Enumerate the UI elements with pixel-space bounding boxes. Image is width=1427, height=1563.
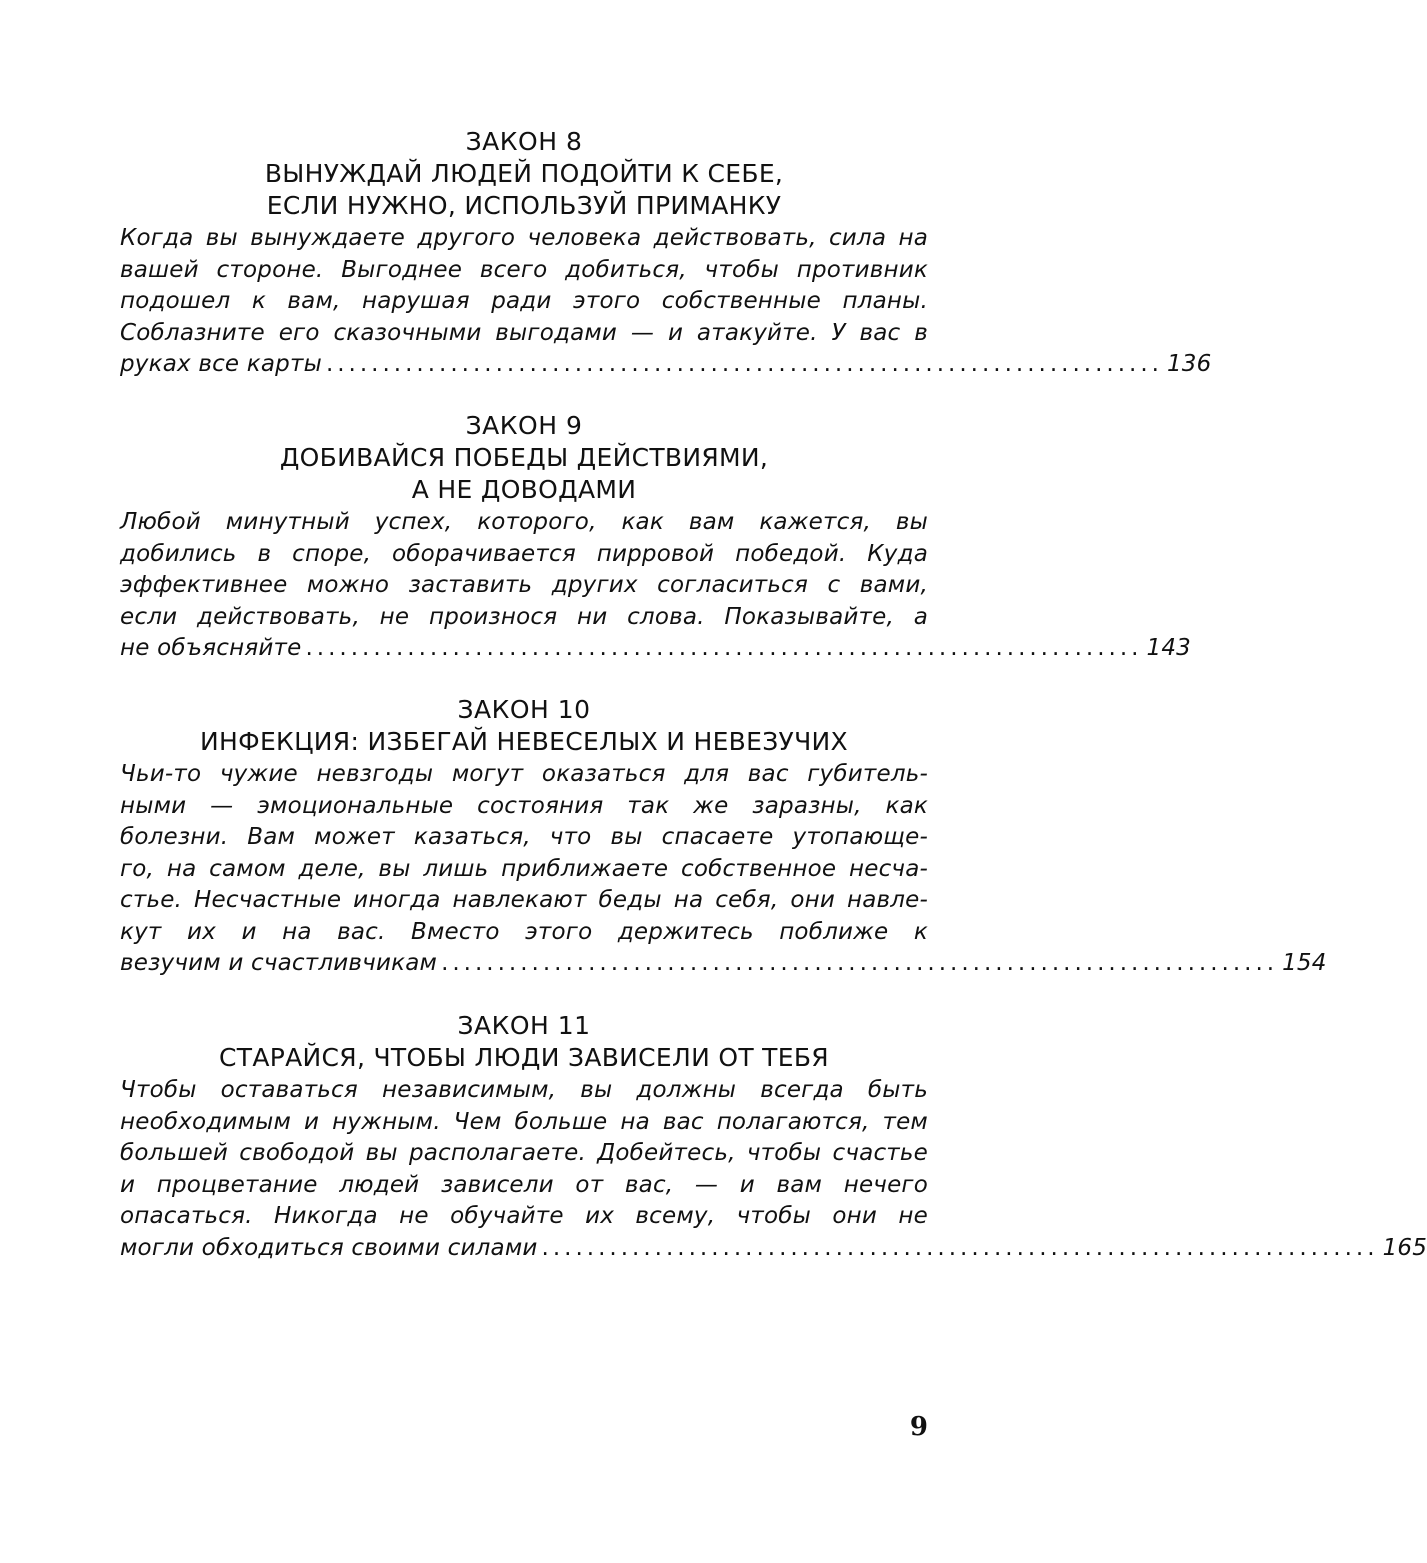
- law-title-line: ДОБИВАЙСЯ ПОБЕДЫ ДЕЙСТВИЯМИ,: [279, 443, 769, 472]
- text-line: подошел к вам, нарушая ради этого собственные планы.: [120, 288, 928, 314]
- text-line: стье. Несчастные иногда навлекают беды на себя, они навле-: [120, 887, 928, 913]
- text-line: необходимым и нужным. Чем больше на вас полагаются, тем: [120, 1108, 928, 1135]
- leader-dots: ..........................................................................: [441, 950, 1279, 976]
- page-number: 9: [909, 1412, 928, 1442]
- law-title-line: А НЕ ДОВОДАМИ: [411, 475, 637, 504]
- law-description: [120, 223, 1212, 381]
- law-number: ЗАКОН 9: [465, 411, 583, 440]
- text-line: везучим и счастливчикам: [120, 950, 438, 976]
- text-line: не объясняйте: [120, 635, 302, 661]
- text-line: ными — эмоциональные состояния так же заразны, как: [120, 792, 928, 819]
- text-line: большей свободой вы располагаете. Добейтесь, чтобы счастье: [120, 1140, 928, 1166]
- text-line: го, на самом деле, вы лишь приближаете собственное несча-: [120, 855, 928, 882]
- text-line: руках все карты: [120, 351, 322, 377]
- leader-dots: ..........................................................................: [305, 635, 1143, 661]
- law-title-line: ИНФЕКЦИЯ: ИЗБЕГАЙ НЕВЕСЕЛЫХ И НЕВЕЗУЧИХ: [200, 727, 848, 756]
- text-line: добились в споре, оборачивается пирровой победой. Куда: [120, 540, 928, 567]
- law-title-line: ЕСЛИ НУЖНО, ИСПОЛЬЗУЙ ПРИМАНКУ: [266, 191, 782, 220]
- leader-dots: ..........................................................................: [541, 1234, 1379, 1261]
- text-line-with-page-ref: [120, 349, 1212, 381]
- page-reference: 154: [1282, 950, 1327, 976]
- text-line: вашей стороне. Выгоднее всего добиться, чтобы противник: [120, 256, 928, 283]
- law-description: [120, 759, 1327, 980]
- page-reference: 136: [1166, 351, 1212, 377]
- text-line: и процветание людей зависели от вас, — и вам нечего: [120, 1171, 928, 1198]
- text-line: эффективнее можно заставить других согласиться с вами,: [120, 572, 928, 598]
- text-line: болезни. Вам может казаться, что вы спасаете утопающе-: [120, 824, 928, 850]
- text-line: Соблазните его сказочными выгодами — и атакуйте. У вас в: [120, 319, 928, 346]
- law-title-line: СТАРАЙСЯ, ЧТОБЫ ЛЮДИ ЗАВИСЕЛИ ОТ ТЕБЯ: [219, 1043, 829, 1072]
- law-11-entry: [120, 1010, 1427, 1264]
- law-9-entry: [120, 410, 1191, 665]
- text-line: могли обходиться своими силами: [120, 1234, 538, 1261]
- law-number: ЗАКОН 11: [457, 1011, 591, 1040]
- law-description: [120, 507, 1191, 665]
- text-line-with-page-ref: [120, 1233, 1427, 1265]
- text-line-with-page-ref: [120, 633, 1191, 665]
- law-10-entry: [120, 694, 1327, 980]
- text-line: Когда вы вынуждаете другого человека действовать, сила на: [120, 225, 928, 251]
- law-number: ЗАКОН 10: [457, 695, 591, 724]
- law-number: ЗАКОН 8: [465, 127, 583, 156]
- law-title-line: ВЫНУЖДАЙ ЛЮДЕЙ ПОДОЙТИ К СЕБЕ,: [264, 159, 784, 188]
- text-line: Чьи-то чужие невзгоды могут оказаться для вас губитель-: [120, 761, 928, 787]
- text-line: Чтобы оставаться независимым, вы должны всегда быть: [120, 1077, 928, 1103]
- page-reference: 143: [1146, 635, 1191, 661]
- text-line: кут их и на вас. Вместо этого держитесь поближе к: [120, 918, 928, 945]
- leader-dots: ..........................................................................: [325, 351, 1163, 377]
- text-line: опасаться. Никогда не обучайте их всему, чтобы они не: [120, 1203, 928, 1229]
- law-8-entry: [120, 126, 1212, 381]
- text-line: если действовать, не произнося ни слова. Показывайте, а: [120, 603, 928, 630]
- page-reference: 165: [1382, 1234, 1427, 1261]
- law-description: [120, 1075, 1427, 1264]
- text-line-with-page-ref: [120, 948, 1327, 980]
- text-line: Любой минутный успех, которого, как вам кажется, вы: [120, 509, 928, 535]
